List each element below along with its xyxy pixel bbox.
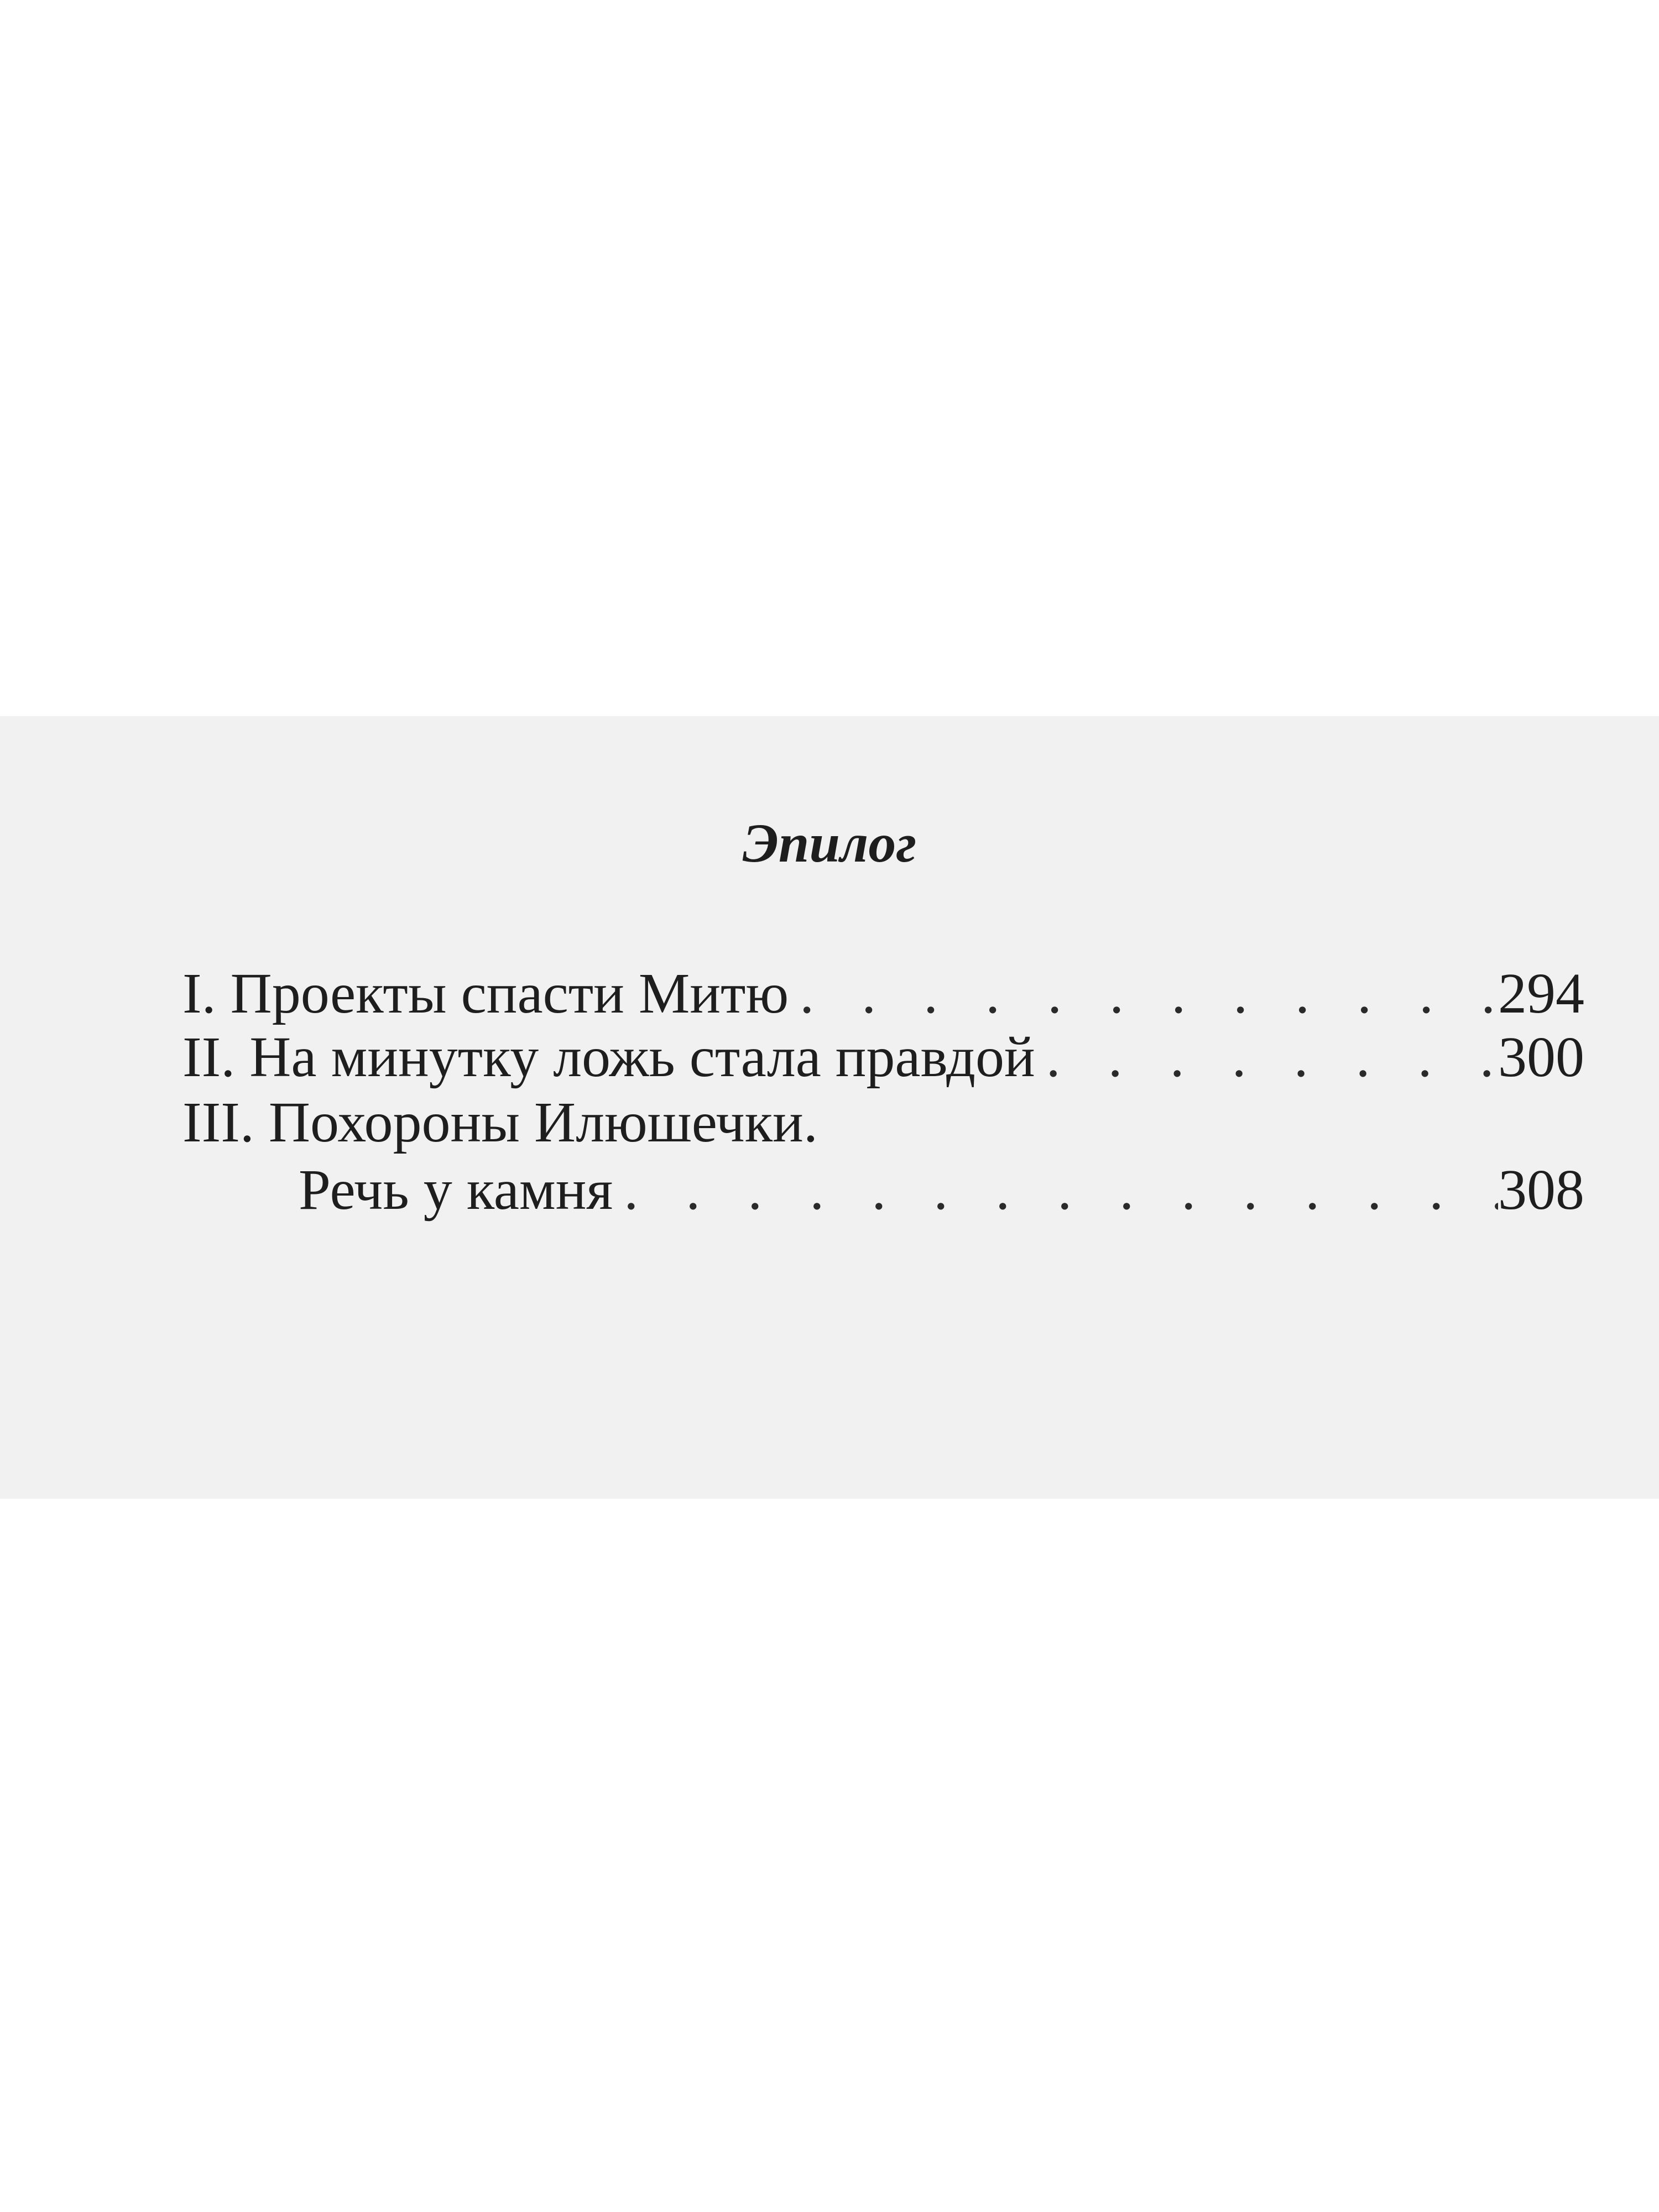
leader-dots [1035, 1029, 1498, 1086]
toc-entry-page: 294 [1498, 962, 1584, 1025]
toc-entry [182, 1091, 1584, 1154]
toc-entry [182, 962, 1584, 1025]
leader-dots [789, 965, 1498, 1022]
toc-entry-title: II. На минутку ложь стала правдой [182, 1025, 1035, 1089]
toc-entry-title: Речь у камня [299, 1158, 613, 1222]
section-heading: Эпилог [742, 812, 917, 874]
toc-entry [182, 1025, 1584, 1089]
toc-entry-title: I. Проекты спасти Митю [182, 962, 789, 1025]
toc-entry-page: 300 [1498, 1025, 1584, 1089]
leader-dots [613, 1161, 1498, 1219]
toc-entry-title: III. Похороны Илюшечки. [182, 1091, 818, 1154]
toc-entry [299, 1158, 1584, 1222]
toc-entry-page: 308 [1498, 1158, 1584, 1222]
